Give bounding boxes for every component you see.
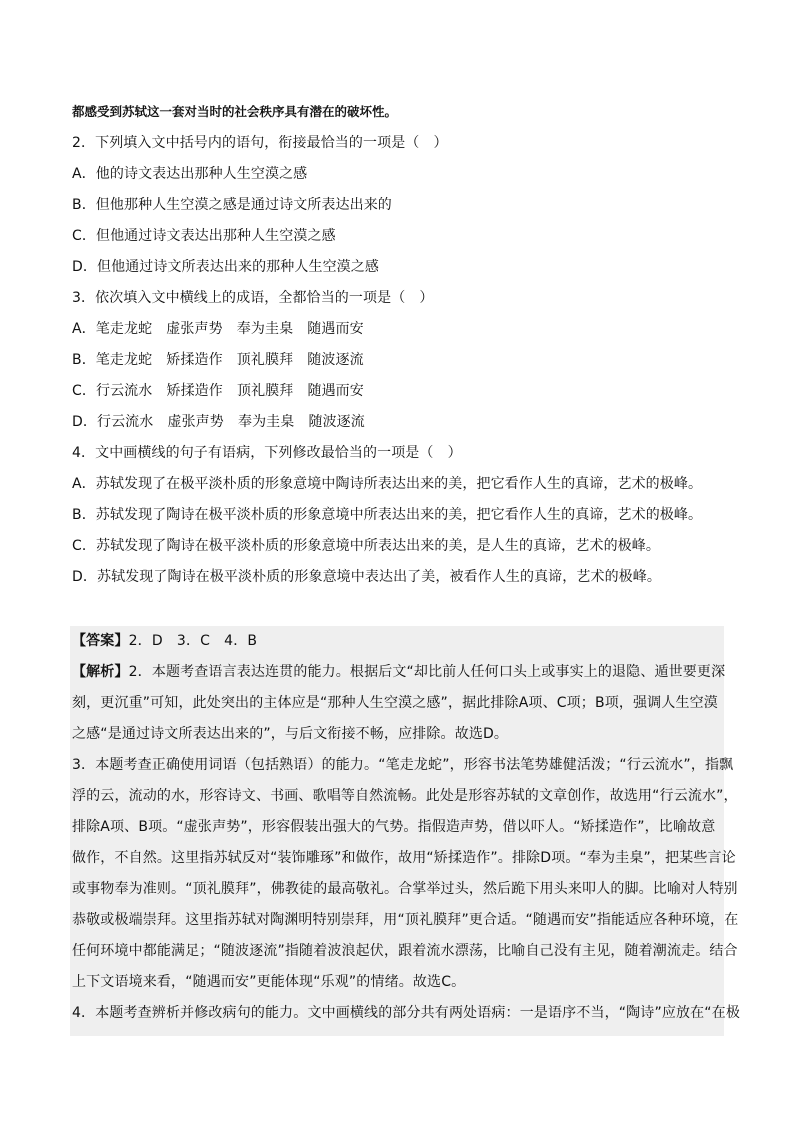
question-4-option-c: C．苏轼发现了陶诗在极平淡朴质的形象意境中所表达出来的美，是人生的真谛，艺术的极峰。 xyxy=(72,538,660,554)
analysis-line: 刻，更沉重”可知，此处突出的主体应是“那种人生空漠之感”，据此排除A项、C项；B项，强调人生空漠 xyxy=(72,695,718,711)
analysis-text: 2．本题考查语言表达连贯的能力。根据后文“却比前人任何口头上或事实上的退隐、遁世要更深 xyxy=(128,664,726,680)
analysis-line: 任何环境中都能满足；“随波逐流”指随着波浪起伏，跟着流水漂荡，比喻自己没有主见，随着潮流走。结合 xyxy=(72,943,738,959)
question-3-option-a: A．笔走龙蛇 虚张声势 奉为圭臬 随遇而安 xyxy=(72,321,364,337)
question-3-stem: 3．依次填入文中横线上的成语，全都恰当的一项是（ ） xyxy=(72,290,434,306)
analysis-line: 之感“是通过诗文所表达出来的”，与后文衔接不畅，应排除。故选D。 xyxy=(72,726,509,742)
answer-line xyxy=(72,626,722,657)
question-4-option-d: D．苏轼发现了陶诗在极平淡朴质的形象意境中表达出了美，被看作人生的真谛，艺术的极峰。 xyxy=(72,569,661,585)
question-3-option-d: D．行云流水 虚张声势 奉为圭臬 随波逐流 xyxy=(72,414,365,430)
answer-text: 2．D 3．C 4．B xyxy=(128,633,258,649)
question-2-stem: 2．下列填入文中括号内的语句，衔接最恰当的一项是（ ） xyxy=(72,135,448,151)
analysis-tag: 【解析】 xyxy=(72,664,129,680)
analysis-line: 或事物奉为准则。“顶礼膜拜”，佛教徒的最高敬礼。合掌举过头，然后跪下用头来叩人的脚。比喻对人特别 xyxy=(72,881,738,897)
analysis-line: 上下文语境来看，“随遇而安”更能体现“乐观”的情绪。故选C。 xyxy=(72,974,466,990)
analysis-line: 3．本题考查正确使用词语（包括熟语）的能力。“笔走龙蛇”，形容书法笔势雄健活泼；“行云流水”，指飘 xyxy=(72,757,734,773)
question-3-option-c: C．行云流水 矫揉造作 顶礼膜拜 随遇而安 xyxy=(72,383,364,399)
analysis-line: 恭敬或极端崇拜。这里指苏轼对陶渊明特别崇拜，用“顶礼膜拜”更合适。“随遇而安”指能适应各种环境，在 xyxy=(72,912,739,928)
question-4-stem: 4．文中画横线的句子有语病，下列修改最恰当的一项是（ ） xyxy=(72,445,462,461)
analysis-line: 做作，不自然。这里指苏轼反对“装饰雕琢”和做作，故用“矫揉造作”。排除D项。“奉为圭臬”，把某些言论 xyxy=(72,850,736,866)
question-2-option-a: A．他的诗文表达出那种人生空漠之感 xyxy=(72,166,308,182)
question-2-option-d: D．但他通过诗文所表达出来的那种人生空漠之感 xyxy=(72,259,379,275)
answer-tag: 【答案】 xyxy=(72,633,129,649)
analysis-line: 浮的云，流动的水，形容诗文、书画、歌唱等自然流畅。此处是形容苏轼的文章创作，故选用“行云流水”， xyxy=(72,788,738,804)
question-list xyxy=(72,128,732,593)
question-2-option-c: C．但他通过诗文表达出那种人生空漠之感 xyxy=(72,228,336,244)
question-3-option-b: B．笔走龙蛇 矫揉造作 顶礼膜拜 随波逐流 xyxy=(72,352,364,368)
question-4-option-b: B．苏轼发现了陶诗在极平淡朴质的形象意境中所表达出来的美，把它看作人生的真谛，艺术的极峰。 xyxy=(72,507,703,523)
analysis-line: 4．本题考查辨析并修改病句的能力。文中画横线的部分共有两处语病：一是语序不当，“陶诗”应放在“在极 xyxy=(72,1005,741,1021)
analysis-line: 排除A项、B项。“虚张声势”，形容假装出强大的气势。指假造声势，借以吓人。“矫揉造作”，比喻故意 xyxy=(72,819,716,835)
analysis-line xyxy=(72,657,726,688)
question-2-option-b: B．但他那种人生空漠之感是通过诗文所表达出来的 xyxy=(72,197,392,213)
answer-analysis-panel xyxy=(70,626,741,1036)
question-4-option-a: A．苏轼发现了在极平淡朴质的形象意境中陶诗所表达出来的美，把它看作人生的真谛，艺术的极峰。 xyxy=(72,476,703,492)
intro-line: 都感受到苏轼这一套对当时的社会秩序具有潜在的破坏性。 xyxy=(72,104,398,119)
